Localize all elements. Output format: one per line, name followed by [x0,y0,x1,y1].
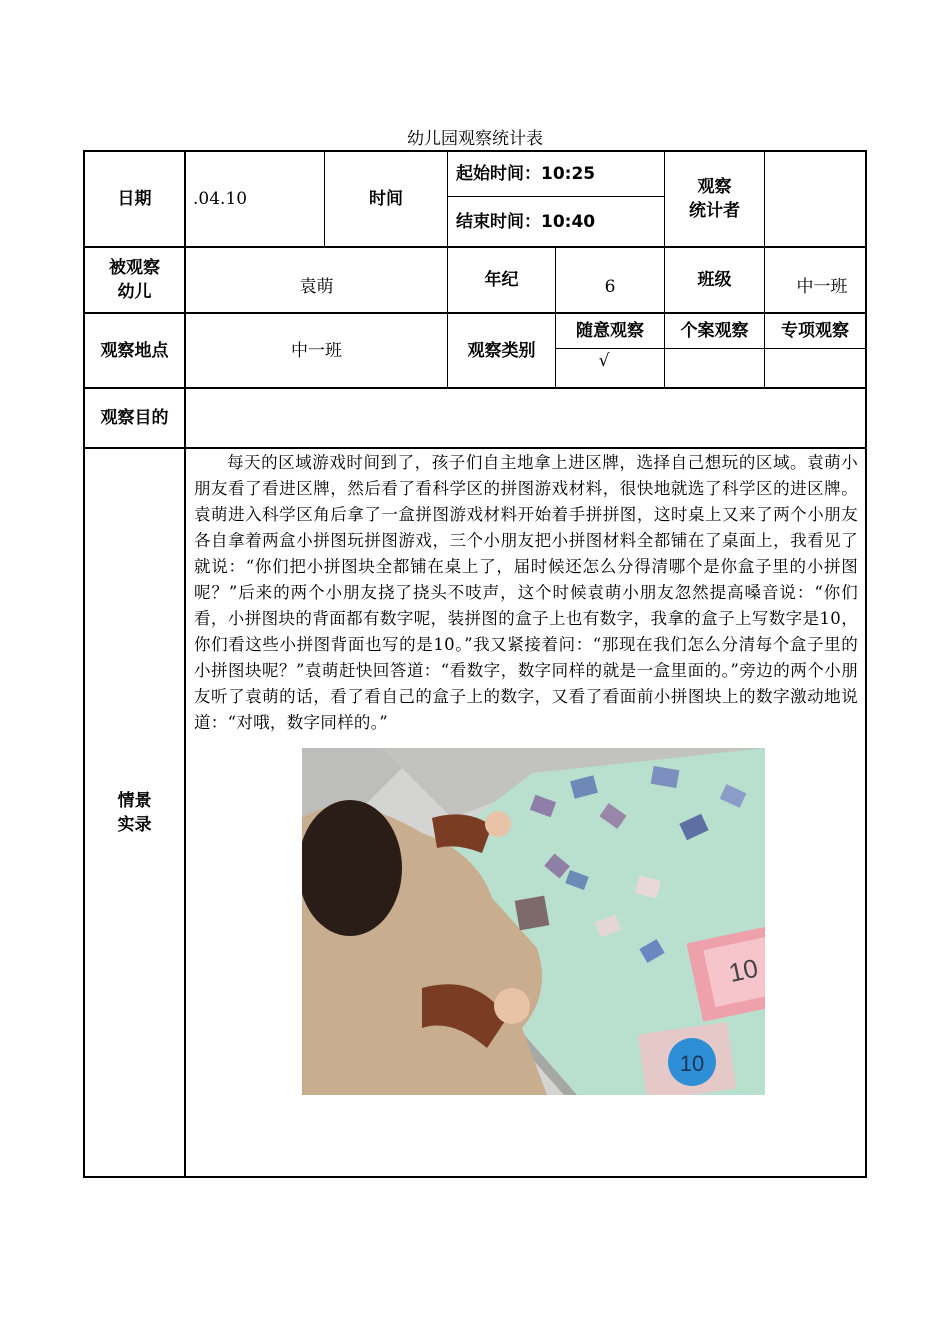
location-label: 观察地点 [100,340,169,361]
purpose-value [186,389,865,447]
category-random: 随意观察 [576,321,644,341]
category-special: 专项观察 [781,321,849,341]
date-label: 日期 [117,189,152,209]
child-label: 被观察 幼儿 [109,258,160,302]
observation-photo [302,748,765,1095]
time-label: 时间 [369,189,403,209]
child-hair [302,800,402,936]
photo-illustration [302,748,765,1095]
start-time: 起始时间：10:25 [456,164,596,184]
record-narrative: 每天的区域游戏时间到了，孩子们自主地拿上进区牌，选择自己想玩的区域。袁萌小朋友看了看进区牌，然后看了看科学区的拼图游戏材料，很快地就选了科学区的进区牌。袁萌进入科学区角后拿了一盒拼图游戏材料开始着手拼拼图，这时桌上又来了两个小朋友各自拿着两盒小拼图玩拼图游戏，三个小朋友把小拼图材料全都铺在了桌面上，我看见了就说：“你们把小拼图块全都铺在桌上了，届时候还怎么分得清哪个是你盒子里的小拼图呢？”后来的两个小朋友挠了挠头不吱声，这个时候袁萌小朋友忽然提高嗓音说：“你们看，小拼图块的背面都有数字呢，装拼图的盒子上也有数字，我拿的盒子上写数字是10，你们看这些小拼图背面也写的是10。”我又紧接着问：“那现在我们怎么分清每个盒子里的小拼图块呢？”袁萌赶快回答道：“看数字，数字同样的就是一盒里面的。”旁边的两个小朋友听了袁萌的话，看了看自己的盒子上的数字，又看了看面前小拼图块上的数字激动地说道：“对哦，数字同样的。” [194,453,858,732]
category-case: 个案观察 [680,321,749,341]
location-value: 中一班 [291,340,342,361]
age-label: 年纪 [484,270,519,290]
row-divider [83,447,867,449]
class-label: 班级 [697,270,732,290]
category-label: 观察类别 [467,340,536,361]
observer-value [765,152,865,246]
category-case-mark [665,349,764,387]
box-number: 10 [726,952,761,989]
class-value: 中一班 [796,277,848,297]
child-name: 袁萌 [299,277,334,297]
age-value: 6 [604,277,616,297]
child-hand [485,811,511,837]
end-time: 结束时间：10:40 [456,211,596,232]
date-value: .04.10 [193,189,248,209]
page-title: 幼儿园观察统计表 [407,129,543,149]
purpose-label: 观察目的 [100,408,169,428]
observer-label: 观察 统计者 [689,177,740,221]
category-special-mark [765,349,865,387]
puzzle-piece [515,896,550,931]
child-hand [494,988,530,1024]
category-random-mark: √ [598,351,610,371]
record-label: 情景 实录 [117,790,152,835]
disc-number: 10 [679,1051,705,1076]
